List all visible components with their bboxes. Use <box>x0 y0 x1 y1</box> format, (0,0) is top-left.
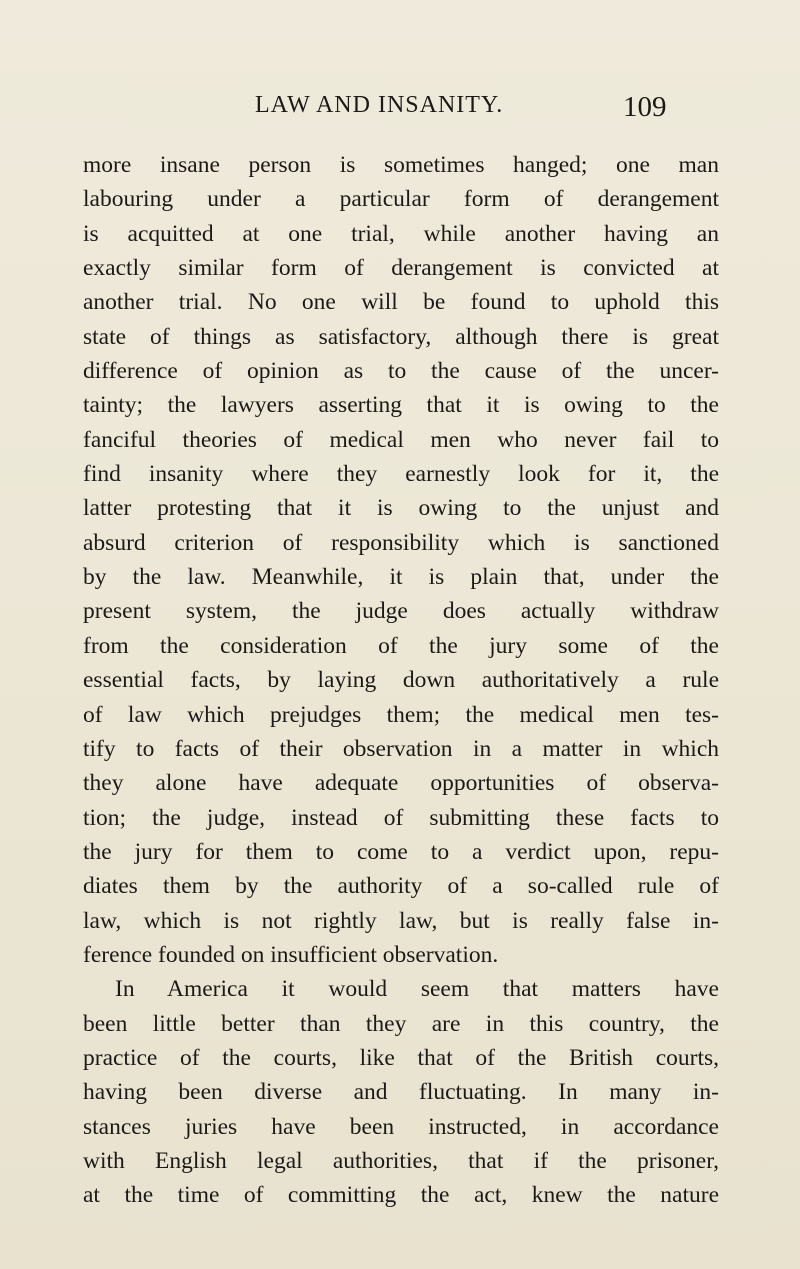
text-line: latter protesting that it is owing to the unjust and <box>83 495 719 522</box>
page-number: 109 <box>623 91 667 123</box>
text-line: labouring under a particular form of derangement <box>83 186 719 213</box>
text-line: state of things as satisfactory, although there is great <box>83 323 719 350</box>
text-line: fanciful theories of medical men who never fail to <box>83 426 719 453</box>
text-line: more insane person is sometimes hanged; one man <box>83 152 719 178</box>
text-line: In America it would seem that matters have <box>115 976 719 1003</box>
text-line: of law which prejudges them; the medical men tes- <box>83 701 719 728</box>
text-line: at the time of committing the act, knew the nature <box>83 1182 719 1209</box>
text-line: the jury for them to come to a verdict upon, repu- <box>83 838 719 865</box>
text-line: having been diverse and fluctuating. In many in- <box>83 1079 719 1106</box>
text-line: with English legal authorities, that if the prisoner, <box>83 1147 719 1174</box>
text-line: been little better than they are in this country, the <box>83 1010 719 1037</box>
text-line: stances juries have been instructed, in accordance <box>83 1113 719 1140</box>
text-line: diates them by the authority of a so-called rule of <box>83 873 719 900</box>
text-line: they alone have adequate opportunities of observa- <box>83 770 719 797</box>
text-line: practice of the courts, like that of the British courts, <box>83 1044 719 1071</box>
text-line: difference of opinion as to the cause of the uncer- <box>83 358 719 385</box>
text-line: tify to facts of their observation in a matter in which <box>83 735 719 762</box>
text-line: present system, the judge does actually withdraw <box>83 598 719 625</box>
running-title: LAW AND INSANITY. <box>255 92 504 118</box>
page-header <box>0 92 800 132</box>
body-text <box>83 148 719 1213</box>
text-line: another trial. No one will be found to uphold this <box>83 289 719 316</box>
text-line: from the consideration of the jury some of the <box>83 632 719 659</box>
text-line: essential facts, by laying down authoritatively a rule <box>83 667 719 694</box>
text-line: by the law. Meanwhile, it is plain that, under the <box>83 564 719 591</box>
text-line: absurd criterion of responsibility which is sanctioned <box>83 529 719 556</box>
text-line: exactly similar form of derangement is convicted at <box>83 255 719 282</box>
text-line: law, which is not rightly law, but is really false in- <box>83 907 719 934</box>
text-line: tainty; the lawyers asserting that it is owing to the <box>83 392 719 419</box>
text-line: is acquitted at one trial, while another having an <box>83 220 719 247</box>
text-line: tion; the judge, instead of submitting these facts to <box>83 804 719 831</box>
text-line: find insanity where they earnestly look for it, the <box>83 461 719 488</box>
text-line: ference founded on insufficient observation. <box>83 941 499 968</box>
